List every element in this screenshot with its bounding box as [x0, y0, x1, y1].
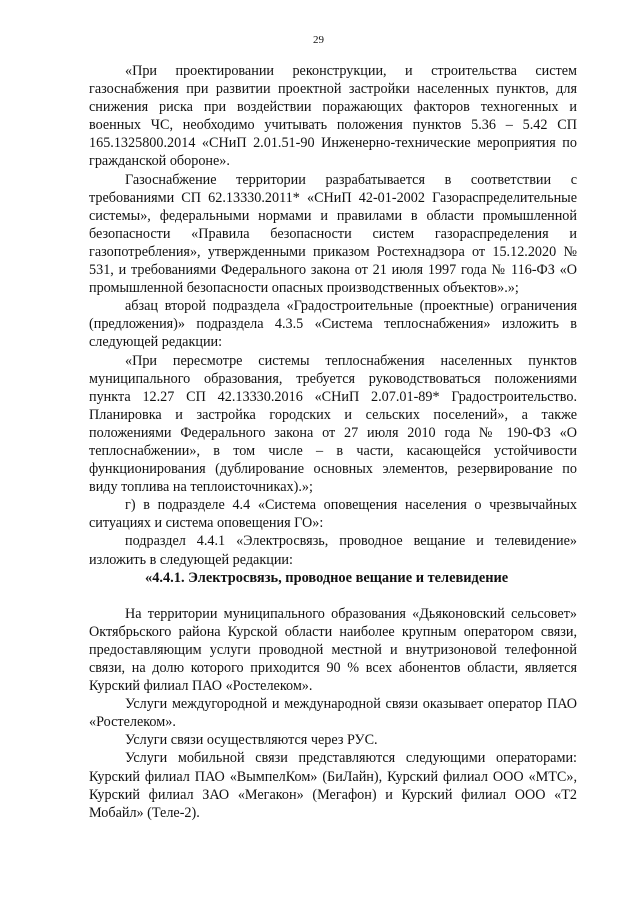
paragraph-subsection-4-4-1-intro: подраздел 4.4.1 «Электросвязь, проводное вещание и телевидение» изложить в следующей редакции: [89, 533, 577, 568]
paragraph-long-distance-operator: Услуги междугородной и международной связи оказывает оператор ПАО «Ростелеком». [89, 696, 577, 731]
paragraph-main-operator: На территории муниципального образования «Дьяконовский сельсовет» Октябрьского района Курской области наиболее крупным оператором связи, предоставляющим услуги проводной местной и внутризоновой телефонной связи, на долю которого приходится 90 % всех абонентов области, является Курский филиал ПАО «Ростелеком». [89, 605, 577, 695]
section-heading-4-4-1: «4.4.1. Электросвязь, проводное вещание и телевидение [145, 569, 509, 586]
paragraph-mobile-operators: Услуги мобильной связи представляются следующими операторами: Курский филиал ПАО «ВымпелКом» (БиЛайн), Курский филиал ООО «МТС», Курский филиал ЗАО «Мегакон» (Мегафон) и Курский филиал ООО «Т2 Мобайл» (Теле-2). [89, 750, 577, 821]
paragraph-subsection-4-4: г) в подразделе 4.4 «Система оповещения населения о чрезвычайных ситуациях и система оповещения ГО»: [89, 497, 577, 532]
paragraph-rus: Услуги связи осуществляются через РУС. [125, 732, 378, 749]
paragraph-amendment-heat-supply: абзац второй подраздела «Градостроительные (проектные) ограничения (предложения)» подраздела 4.3.5 «Система теплоснабжения» изложить в следующей редакции: [89, 298, 577, 351]
document-body [89, 62, 577, 822]
paragraph-gas-design-requirements: «При проектировании реконструкции, и строительства систем газоснабжения при развитии проектной застройки населенных пунктов, для снижения риска при воздействии поражающих факторов техногенных и военных ЧС, необходимо учитывать положения пунктов 5.36 – 5.42 СП 165.1325800.2014 «СНиП 2.01.51-90 Инженерно-технические мероприятия по гражданской обороне». [89, 63, 577, 170]
paragraph-gas-supply-standards: Газоснабжение территории разрабатывается в соответствии с требованиями СП 62.13330.2011* «СНиП 42-01-2002 Газораспределительные системы», федеральными нормами и правилами в области промышленной безопасности «Правила безопасности систем газораспределения и газопотребления», утвержденными приказом Ростехнадзора от 15.12.2020 № 531, и требованиями Федерального закона от 21 июля 1997 года № 116-ФЗ «О промышленной безопасности опасных производственных объектов».»; [89, 171, 577, 297]
page-number: 29 [313, 34, 324, 46]
paragraph-heat-supply-revision: «При пересмотре системы теплоснабжения населенных пунктов муниципального образования, требуется руководствоваться положениями пункта 12.27 СП 42.13330.2016 «СНиП 2.07.01-89* Градостроительство. Планировка и застройка городских и сельских поселений», а также положениями Федерального закона от 27 июля 2010 года № 190-ФЗ «О теплоснабжении», в том числе – в части, касающейся устойчивости функционирования (дублирование основных элементов, резервирование по виду топлива на теплоисточниках).»; [89, 352, 577, 496]
